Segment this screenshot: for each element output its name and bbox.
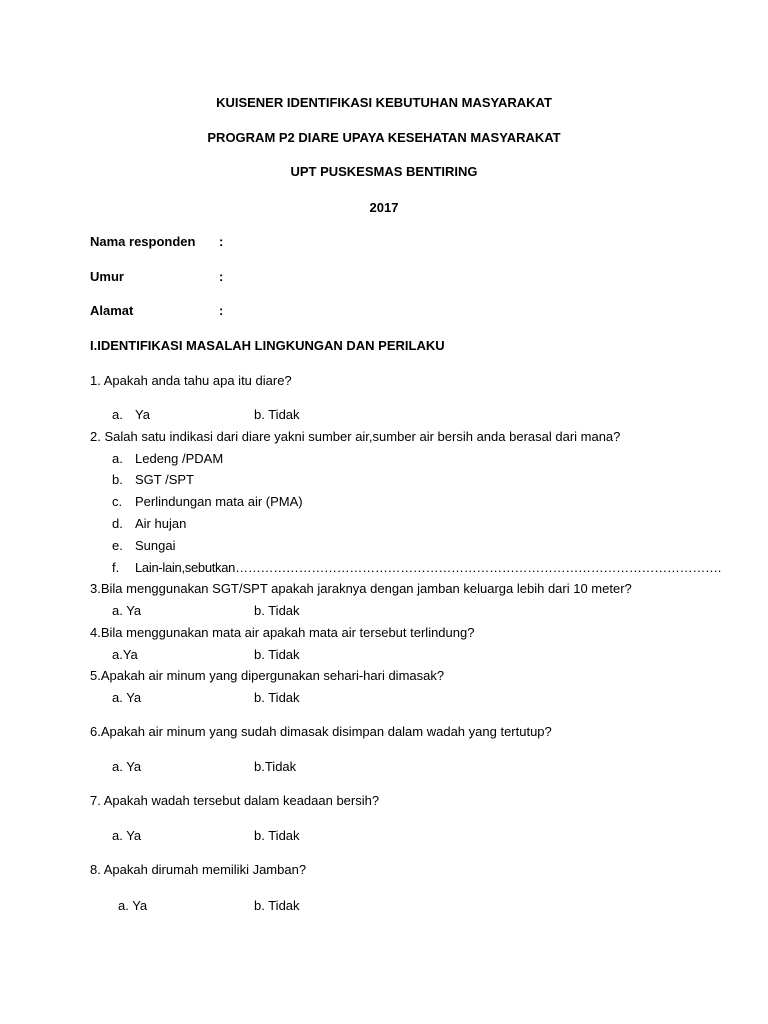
q5-option-a: a. Ya [112, 690, 142, 705]
q7-option-a: a. Ya [112, 828, 142, 843]
q8-option-a: a. Ya [118, 898, 148, 913]
q2-option-f: Lain-lain,sebutkan……………………………………………………………………………………………………. [135, 560, 722, 575]
q2-option-b: SGT /SPT [135, 472, 194, 487]
q2-option-marker: f. [112, 560, 120, 575]
q2-option-marker: e. [112, 538, 123, 553]
q6-option-a: a. Ya [112, 759, 142, 774]
q4-option-b: b. Tidak [254, 647, 300, 662]
question-8: 8. Apakah dirumah memiliki Jamban? [90, 862, 307, 877]
doc-title: KUISENER IDENTIFIKASI KEBUTUHAN MASYARAKAT [216, 95, 552, 110]
field-label-nama: Nama responden [90, 234, 196, 249]
q2-option-marker: a. [112, 451, 123, 466]
field-label-umur: Umur [90, 269, 124, 284]
q2-option-a: Ledeng /PDAM [135, 451, 224, 466]
q3-option-a: a. Ya [112, 603, 142, 618]
field-sep-alamat: : [219, 303, 224, 318]
field-label-alamat: Alamat [90, 303, 134, 318]
q8-option-b: b. Tidak [254, 898, 300, 913]
question-7: 7. Apakah wadah tersebut dalam keadaan bersih? [90, 793, 380, 808]
q5-option-b: b. Tidak [254, 690, 300, 705]
q2-option-e: Sungai [135, 538, 176, 553]
question-3: 3.Bila menggunakan SGT/SPT apakah jaraknya dengan jamban keluarga lebih dari 10 meter? [90, 581, 632, 596]
doc-year: 2017 [369, 200, 399, 215]
q2-option-d: Air hujan [135, 516, 187, 531]
field-sep-umur: : [219, 269, 224, 284]
doc-subtitle-program: PROGRAM P2 DIARE UPAYA KESEHATAN MASYARAKAT [207, 130, 561, 145]
question-2: 2. Salah satu indikasi dari diare yakni sumber air,sumber air bersih anda berasal dari mana? [90, 429, 621, 444]
q2-option-marker: c. [112, 494, 123, 509]
section-title: I.IDENTIFIKASI MASALAH LINGKUNGAN DAN PERILAKU [90, 338, 445, 353]
question-5: 5.Apakah air minum yang dipergunakan sehari-hari dimasak? [90, 668, 445, 683]
q2-option-marker: b. [112, 472, 123, 487]
q4-option-a: a.Ya [112, 647, 138, 662]
question-6: 6.Apakah air minum yang sudah dimasak disimpan dalam wadah yang tertutup? [90, 724, 552, 739]
q2-option-marker: d. [112, 516, 123, 531]
field-sep-nama: : [219, 234, 224, 249]
question-4: 4.Bila menggunakan mata air apakah mata air tersebut terlindung? [90, 625, 475, 640]
question-1: 1. Apakah anda tahu apa itu diare? [90, 373, 292, 388]
doc-subtitle-puskesmas: UPT PUSKESMAS BENTIRING [290, 164, 478, 179]
q1-option-b: b. Tidak [254, 407, 300, 422]
q6-option-b: b.Tidak [254, 759, 297, 774]
q1-option-a: Ya [135, 407, 150, 422]
q7-option-b: b. Tidak [254, 828, 300, 843]
q2-option-c: Perlindungan mata air (PMA) [135, 494, 303, 509]
q3-option-b: b. Tidak [254, 603, 300, 618]
q1-option-a-marker: a. [112, 407, 123, 422]
